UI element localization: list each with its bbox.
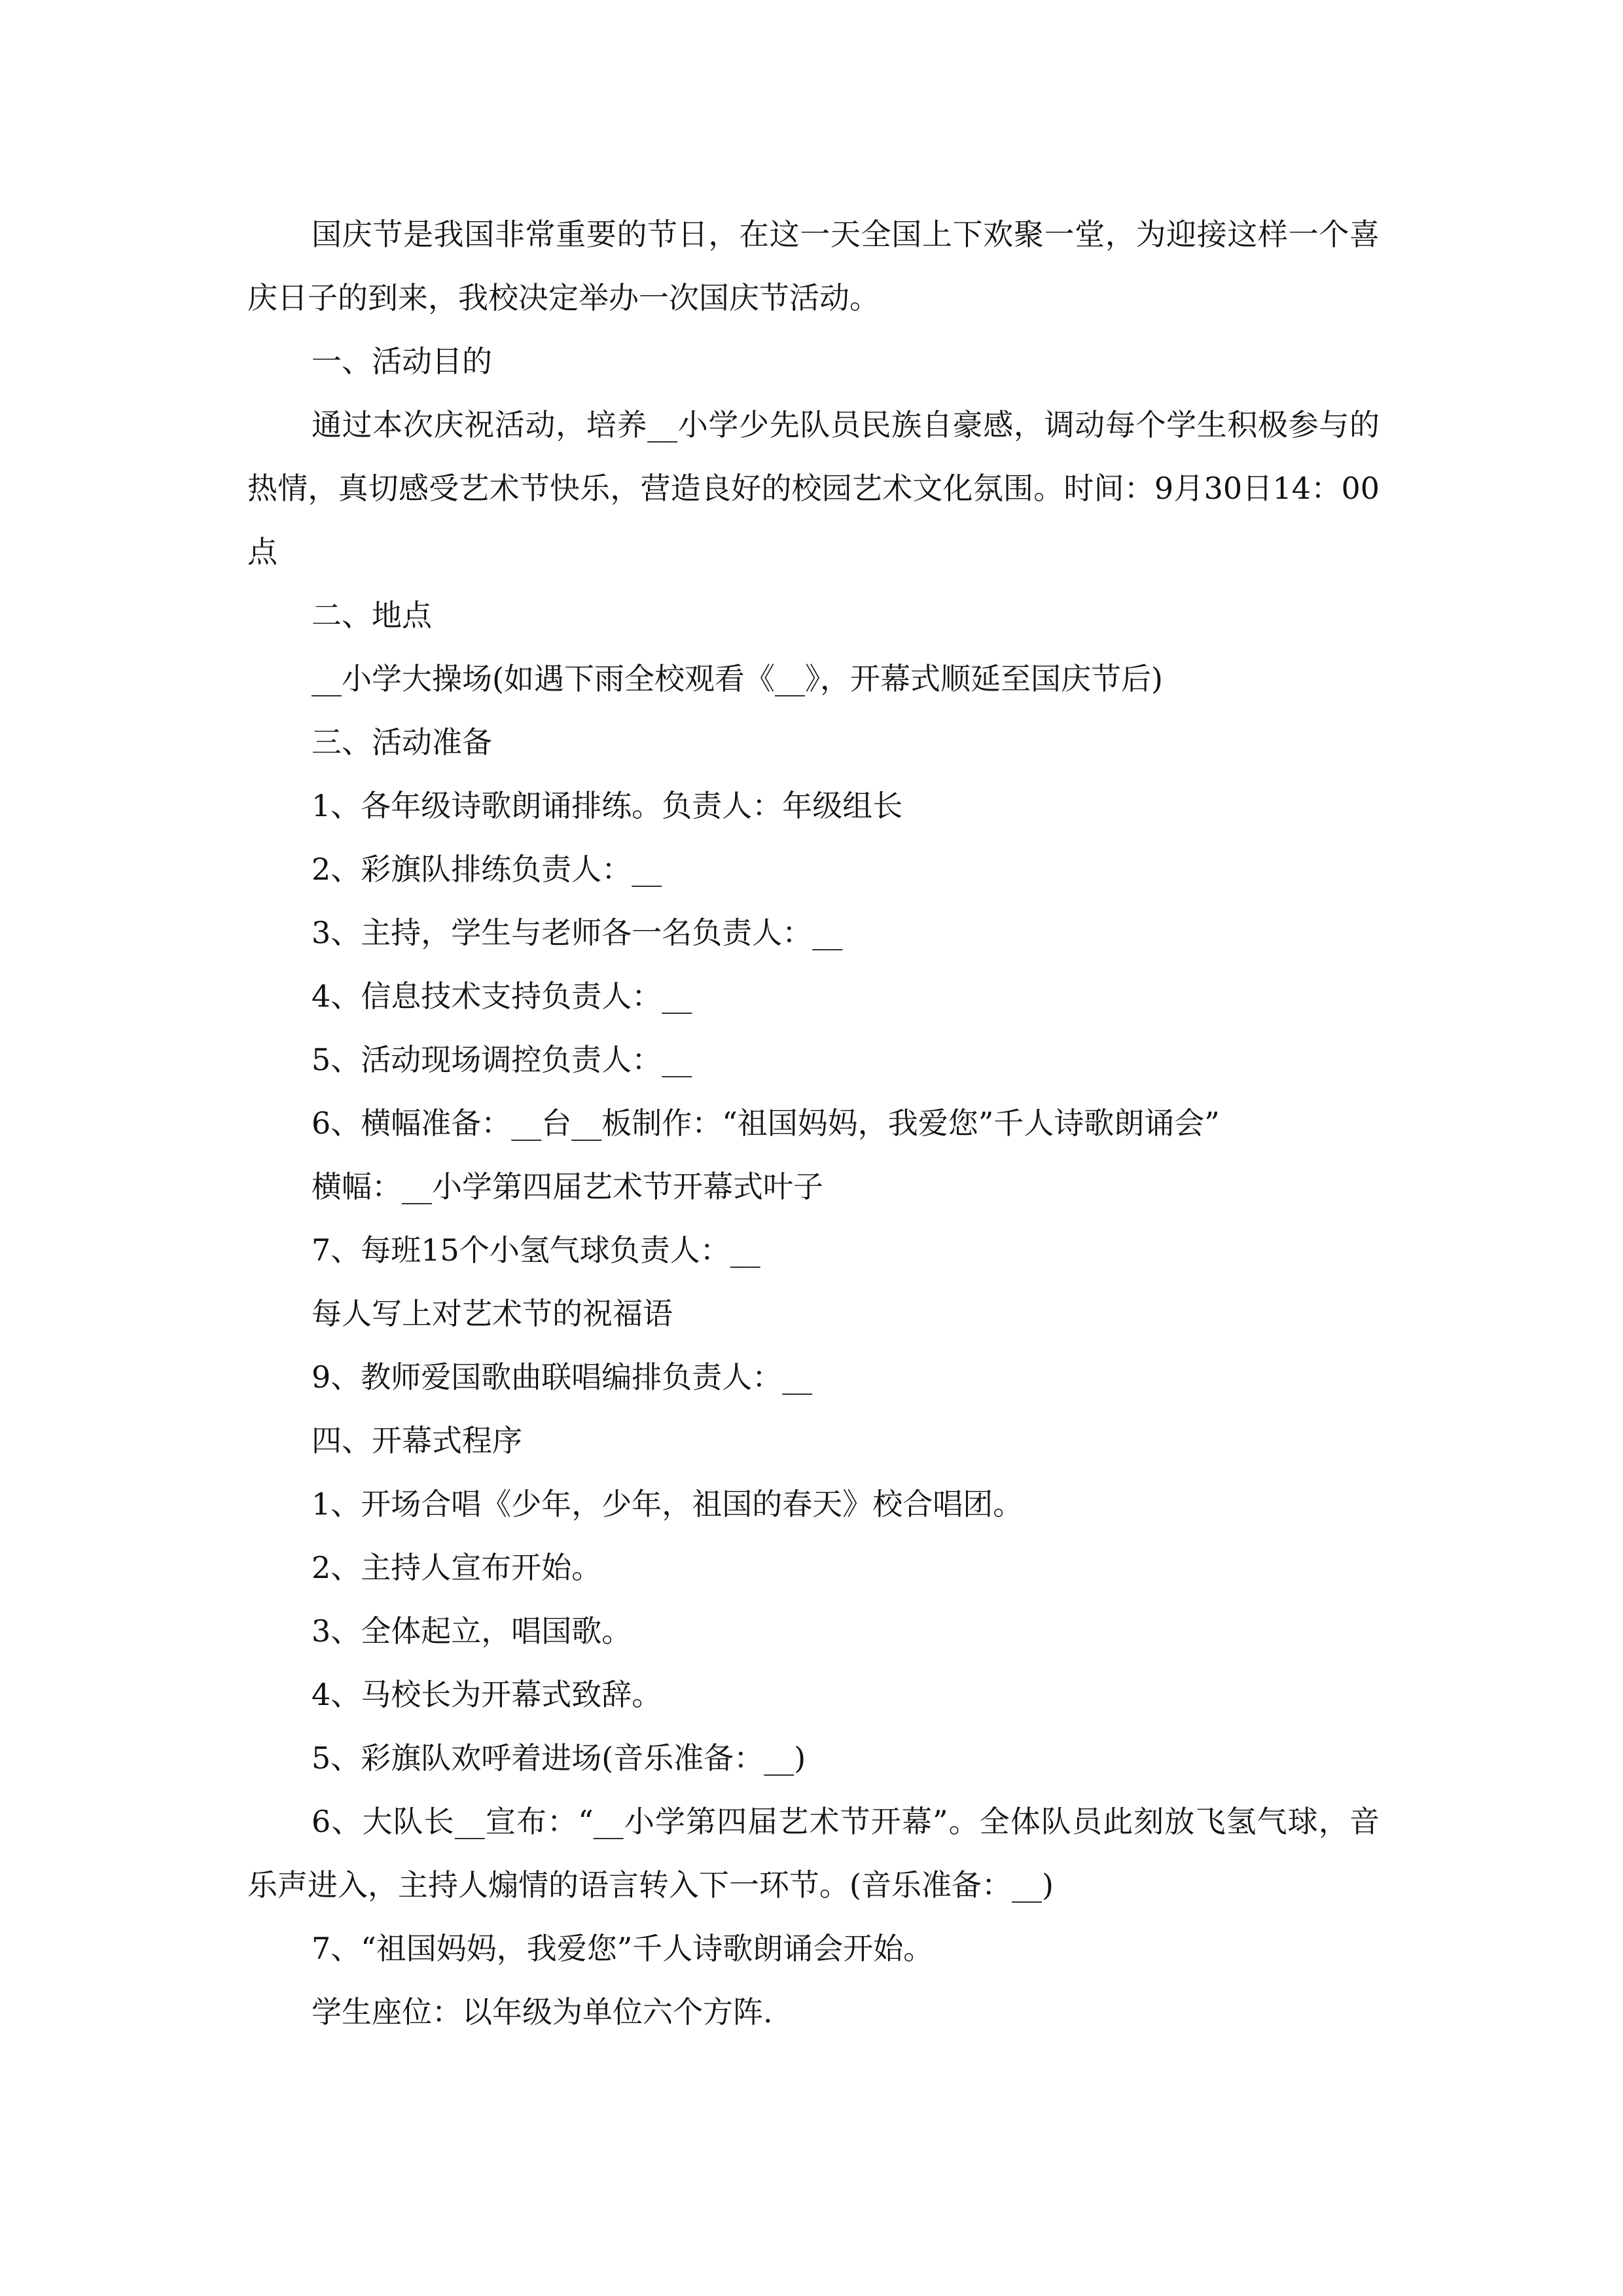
list-item: 4、信息技术支持负责人：__ bbox=[312, 978, 692, 1014]
list-item: 6、横幅准备：__台__板制作：“祖国妈妈，我爱您”千人诗歌朗诵会” bbox=[312, 1105, 1220, 1141]
document-body bbox=[247, 203, 1380, 2044]
list-item: 9、教师爱国歌曲联唱编排负责人：__ bbox=[312, 1359, 813, 1395]
purpose-paragraph: 通过本次庆祝活动，培养__小学少先队员民族自豪感，调动每个学生积极参与的热情，真切感受艺术节快乐，营造良好的校园艺术文化氛围。时间：9月30日14：00点 bbox=[247, 407, 1380, 569]
list-item: 7、每班15个小氢气球负责人：__ bbox=[312, 1232, 760, 1268]
location-paragraph: __小学大操场(如遇下雨全校观看《__》，开幕式顺延至国庆节后) bbox=[312, 661, 1163, 696]
list-item: 学生座位：以年级为单位六个方阵. bbox=[312, 1994, 773, 2030]
list-item: 4、马校长为开幕式致辞。 bbox=[312, 1677, 662, 1712]
section-heading: 二、地点 bbox=[312, 598, 432, 633]
list-item: 5、彩旗队欢呼着进场(音乐准备：__) bbox=[312, 1740, 806, 1776]
list-item: 7、“祖国妈妈，我爱您”千人诗歌朗诵会开始。 bbox=[312, 1931, 934, 1966]
list-item: 5、活动现场调控负责人：__ bbox=[312, 1042, 692, 1077]
section-heading: 一、活动目的 bbox=[312, 344, 492, 379]
list-item: 3、全体起立，唱国歌。 bbox=[312, 1613, 632, 1649]
intro-paragraph: 国庆节是我国非常重要的节日，在这一天全国上下欢聚一堂，为迎接这样一个喜庆日子的到来，我校决定举办一次国庆节活动。 bbox=[247, 217, 1380, 315]
list-item: 1、各年级诗歌朗诵排练。负责人：年级组长 bbox=[312, 788, 903, 823]
list-item: 每人写上对艺术节的祝福语 bbox=[312, 1296, 673, 1331]
list-item: 3、主持，学生与老师各一名负责人：__ bbox=[312, 915, 843, 950]
list-item: 6、大队长__宣布：“__小学第四届艺术节开幕”。全体队员此刻放飞氢气球，音乐声进入，主持人煽情的语言转入下一环节。(音乐准备：__) bbox=[247, 1804, 1380, 1903]
section-heading: 三、活动准备 bbox=[312, 725, 492, 760]
list-item: 横幅：__小学第四届艺术节开幕式叶子 bbox=[312, 1169, 823, 1204]
section-heading: 四、开幕式程序 bbox=[312, 1423, 522, 1458]
list-item: 1、开场合唱《少年，少年，祖国的春天》校合唱团。 bbox=[312, 1486, 1024, 1522]
list-item: 2、彩旗队排练负责人：__ bbox=[312, 852, 662, 887]
list-item: 2、主持人宣布开始。 bbox=[312, 1550, 602, 1585]
